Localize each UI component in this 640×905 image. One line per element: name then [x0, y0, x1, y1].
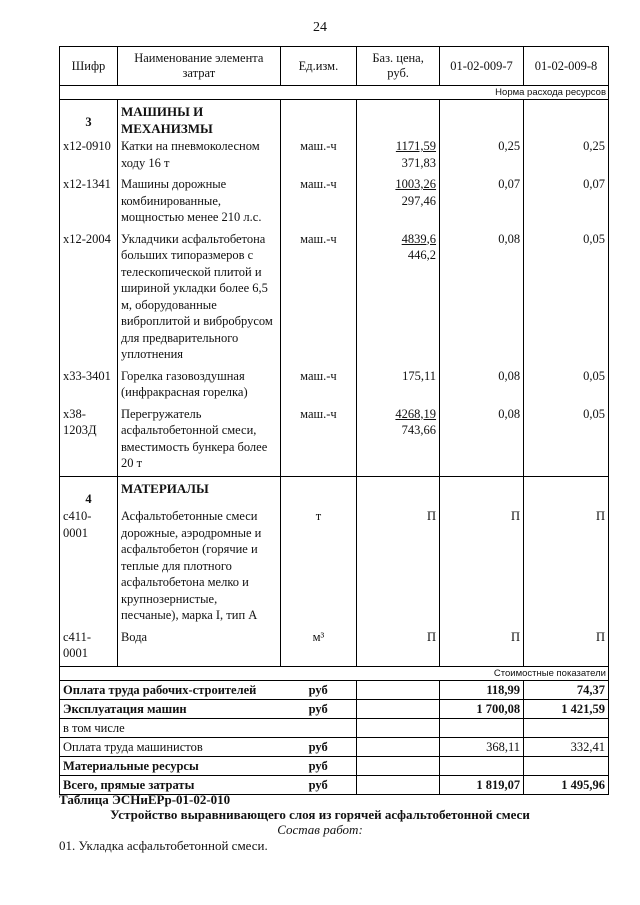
- summary-label: в том числе: [60, 718, 281, 737]
- summary-row: [60, 699, 609, 718]
- table-row: [60, 405, 609, 477]
- section-blank: [440, 100, 524, 138]
- price-total: П: [427, 629, 437, 644]
- summary-value-1: 118,99: [440, 680, 524, 699]
- summary-blank: [357, 775, 440, 794]
- summary-blank: [357, 718, 440, 737]
- norm-value-1: 0,25: [440, 137, 524, 175]
- norm-value-2: 0,05: [524, 405, 609, 477]
- table-row: [60, 175, 609, 230]
- work-item: 01. Укладка асфальтобетонной смеси.: [59, 838, 268, 853]
- header-name: Наименование элемента затрат: [117, 47, 280, 86]
- resource-table: [59, 46, 609, 795]
- summary-value-1: [440, 718, 524, 737]
- resource-price: [357, 175, 440, 230]
- section-title: МАТЕРИАЛЫ: [117, 477, 280, 508]
- price-labor: 371,83: [401, 155, 437, 170]
- price-labor: 297,46: [401, 193, 437, 208]
- section-row: [60, 477, 609, 508]
- header-price: Баз. цена, руб.: [357, 47, 440, 86]
- norm-value-1: 0,08: [440, 405, 524, 477]
- summary-value-2: 74,37: [524, 680, 609, 699]
- resource-unit: т: [280, 507, 357, 628]
- price-total: 4268,19: [395, 406, 437, 421]
- norm-value-1: П: [440, 628, 524, 667]
- price-total: 4839,6: [401, 231, 437, 246]
- header-col2: 01-02-009-8: [524, 47, 609, 86]
- norm-value-2: 0,05: [524, 230, 609, 367]
- norm-value-1: П: [440, 507, 524, 628]
- summary-body: [60, 680, 609, 794]
- resource-code: х38-1203Д: [60, 405, 118, 477]
- summary-unit: руб: [280, 756, 357, 775]
- summary-label: Всего, прямые затраты: [60, 775, 281, 794]
- price-labor: 743,66: [401, 423, 437, 437]
- summary-blank: [357, 756, 440, 775]
- table-row: [60, 230, 609, 367]
- summary-value-2: [524, 756, 609, 775]
- norm-banner: Норма расхода ресурсов: [60, 86, 609, 100]
- price-total: 1171,59: [395, 139, 437, 153]
- table-row: [60, 137, 609, 175]
- section-number: 4: [60, 477, 118, 508]
- section-row: [60, 100, 609, 138]
- norm-banner-row: [60, 86, 609, 100]
- table-header-row: [60, 47, 609, 86]
- summary-blank: [357, 699, 440, 718]
- resource-code: х12-2004: [60, 230, 118, 367]
- resource-name: Горелка газовоздушная (инфракрасная горелка): [117, 367, 280, 405]
- section-number: 3: [60, 100, 118, 138]
- resource-unit: маш.-ч: [280, 405, 357, 477]
- summary-value-2: 1 421,59: [524, 699, 609, 718]
- work-heading: Состав работ:: [277, 822, 363, 837]
- summary-blank: [357, 680, 440, 699]
- table-row: [60, 507, 609, 628]
- summary-value-1: 1 819,07: [440, 775, 524, 794]
- summary-unit: руб: [280, 680, 357, 699]
- resource-code: х33-3401: [60, 367, 118, 405]
- summary-value-2: 332,41: [524, 737, 609, 756]
- resource-price: [357, 628, 440, 667]
- resource-unit: маш.-ч: [280, 175, 357, 230]
- norm-value-1: 0,08: [440, 230, 524, 367]
- price-total: 1003,26: [395, 177, 437, 191]
- norm-value-2: 0,07: [524, 175, 609, 230]
- summary-unit: руб: [280, 737, 357, 756]
- section-blank: [357, 100, 440, 138]
- summary-value-1: 368,11: [440, 737, 524, 756]
- page-number: 24: [313, 20, 327, 35]
- summary-row: [60, 718, 609, 737]
- resource-code: с410-0001: [60, 507, 118, 628]
- summary-unit: руб: [280, 699, 357, 718]
- cost-banner-row: [60, 666, 609, 680]
- resource-name: Укладчики асфальтобетона больших типоразмеров с телескопической плитой и шириной укладки более 6,5 м, оборудованные виброплитой и вибробрусом для предварительного уплотнения: [117, 230, 280, 367]
- summary-row: [60, 737, 609, 756]
- next-table-subtitle: Устройство выравнивающего слоя из горячей асфальтобетонной смеси: [110, 807, 530, 822]
- header-col1: 01-02-009-7: [440, 47, 524, 86]
- resource-price: [357, 230, 440, 367]
- section-blank: [440, 477, 524, 508]
- sections-body: [60, 100, 609, 667]
- summary-row: [60, 680, 609, 699]
- price-total: П: [427, 509, 437, 523]
- resource-price: [357, 507, 440, 628]
- norm-value-2: П: [524, 628, 609, 667]
- norm-value-2: П: [524, 507, 609, 628]
- price-total: 175,11: [402, 368, 437, 383]
- resource-price: [357, 367, 440, 405]
- resource-code: х12-0910: [60, 137, 118, 175]
- norm-value-2: 0,05: [524, 367, 609, 405]
- summary-label: Эксплуатация машин: [60, 699, 281, 718]
- summary-label: Оплата труда машинистов: [60, 737, 281, 756]
- section-blank: [357, 477, 440, 508]
- header-unit: Ед.изм.: [280, 47, 357, 86]
- resource-unit: маш.-ч: [280, 137, 357, 175]
- resource-name: Машины дорожные комбинированные, мощностью менее 210 л.с.: [117, 175, 280, 230]
- next-table-title: Таблица ЭСНиЕРр-01-02-010: [59, 792, 231, 807]
- resource-code: с411-0001: [60, 628, 118, 667]
- header-code: Шифр: [60, 47, 118, 86]
- section-blank: [524, 100, 609, 138]
- resource-code: х12-1341: [60, 175, 118, 230]
- resource-price: [357, 405, 440, 477]
- section-blank: [280, 100, 357, 138]
- summary-label: Оплата труда рабочих-строителей: [60, 680, 281, 699]
- resource-unit: м³: [280, 628, 357, 667]
- resource-name: Вода: [117, 628, 280, 667]
- table-row: [60, 367, 609, 405]
- summary-unit: [280, 718, 357, 737]
- cost-banner: Стоимостные показатели: [60, 666, 609, 680]
- summary-unit: руб: [280, 775, 357, 794]
- table-row: [60, 628, 609, 667]
- section-blank: [280, 477, 357, 508]
- resource-unit: маш.-ч: [280, 230, 357, 367]
- norm-value-1: 0,07: [440, 175, 524, 230]
- norm-value-1: 0,08: [440, 367, 524, 405]
- resource-price: [357, 137, 440, 175]
- summary-label: Материальные ресурсы: [60, 756, 281, 775]
- summary-row: [60, 756, 609, 775]
- section-title: МАШИНЫ И МЕХАНИЗМЫ: [117, 100, 280, 138]
- resource-name: Асфальтобетонные смеси дорожные, аэродромные и асфальтобетон (горячие и теплые для плотного асфальтобетона мелко и крупнозернистые, песчаные), марка I, тип А: [117, 507, 280, 628]
- resource-name: Катки на пневмоколесном ходу 16 т: [117, 137, 280, 175]
- resource-name: Перегружатель асфальтобетонной смеси, вместимость бункера более 20 т: [117, 405, 280, 477]
- summary-value-2: 1 495,96: [524, 775, 609, 794]
- norm-value-2: 0,25: [524, 137, 609, 175]
- summary-value-2: [524, 718, 609, 737]
- resource-unit: маш.-ч: [280, 367, 357, 405]
- price-labor: 446,2: [407, 248, 437, 262]
- summary-blank: [357, 737, 440, 756]
- summary-value-1: 1 700,08: [440, 699, 524, 718]
- section-blank: [524, 477, 609, 508]
- summary-value-1: [440, 756, 524, 775]
